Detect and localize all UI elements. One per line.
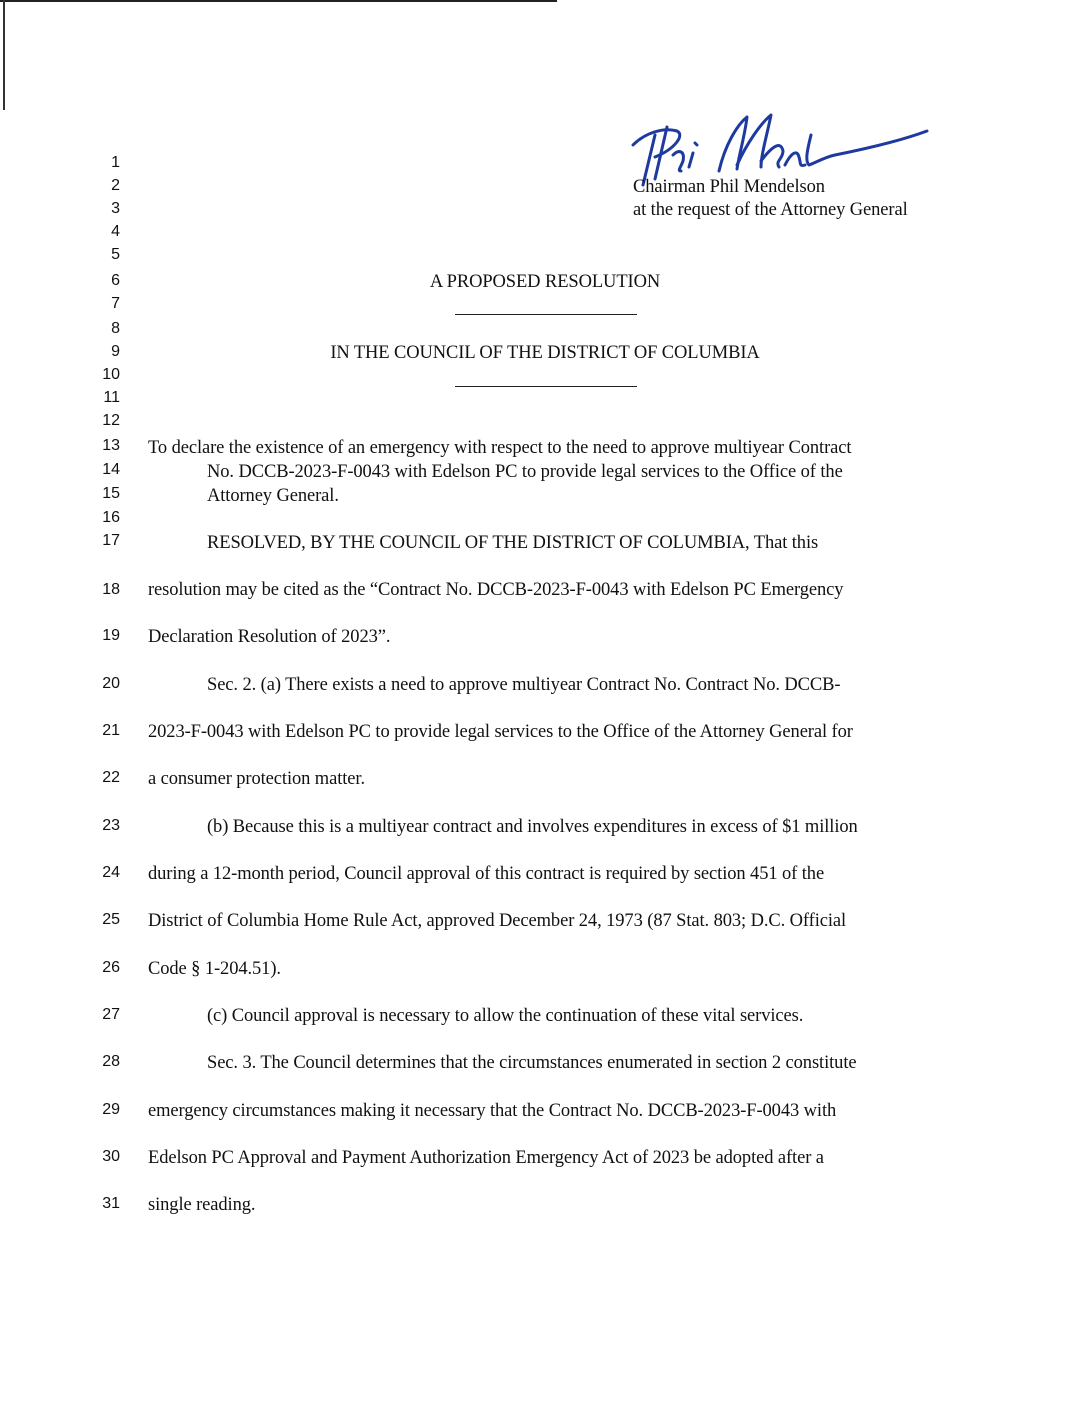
line-number: 27 [102, 1006, 120, 1023]
line-number: 2 [111, 177, 120, 194]
line-number: 22 [102, 769, 120, 786]
body-line: Sec. 2. (a) There exists a need to approve multiyear Contract No. Contract No. DCCB- [207, 675, 841, 695]
line-number: 24 [102, 864, 120, 881]
body-line: District of Columbia Home Rule Act, approved December 24, 1973 (87 Stat. 803; D.C. Official [148, 911, 847, 931]
line-number: 14 [102, 461, 120, 478]
line-number: 12 [102, 412, 120, 429]
line-number: 29 [102, 1101, 120, 1118]
body-line: a consumer protection matter. [148, 769, 365, 789]
line-number: 25 [102, 911, 120, 928]
line-number: 30 [102, 1148, 120, 1165]
line-number: 11 [103, 389, 120, 406]
line-number: 28 [102, 1053, 120, 1070]
line-number: 1 [111, 154, 120, 171]
body-line: (c) Council approval is necessary to allow the continuation of these vital services. [207, 1006, 804, 1026]
scan-artifact-top [0, 0, 557, 2]
line-number: 18 [102, 581, 120, 598]
sponsor-line: Chairman Phil Mendelson [633, 177, 825, 197]
body-line: Code § 1-204.51). [148, 959, 281, 979]
line-number: 21 [102, 722, 120, 739]
line-number: 20 [102, 675, 120, 692]
line-number: 5 [111, 246, 120, 263]
body-line: (b) Because this is a multiyear contract and involves expenditures in excess of $1 million [207, 817, 858, 837]
request-line: at the request of the Attorney General [633, 200, 908, 220]
title-rule-1 [455, 314, 637, 315]
body-line: Edelson PC Approval and Payment Authorization Emergency Act of 2023 be adopted after a [148, 1148, 824, 1168]
body-line: Declaration Resolution of 2023”. [148, 627, 391, 647]
line-number: 7 [111, 295, 120, 312]
line-number: 19 [102, 627, 120, 644]
line-number: 4 [111, 223, 120, 240]
title-rule-2 [455, 386, 637, 387]
purpose-line: To declare the existence of an emergency with respect to the need to approve multiyear Contract [148, 438, 852, 458]
purpose-line: Attorney General. [207, 486, 339, 506]
line-number: 3 [111, 200, 120, 217]
purpose-line: No. DCCB-2023-F-0043 with Edelson PC to provide legal services to the Office of the [207, 462, 843, 482]
line-number: 13 [102, 437, 120, 454]
body-line: resolution may be cited as the “Contract No. DCCB-2023-F-0043 with Edelson PC Emergency [148, 580, 844, 600]
body-line: emergency circumstances making it necessary that the Contract No. DCCB-2023-F-0043 with [148, 1101, 837, 1121]
line-number: 23 [102, 817, 120, 834]
resolution-title: A PROPOSED RESOLUTION [429, 272, 661, 292]
body-line: Sec. 3. The Council determines that the circumstances enumerated in section 2 constitute [207, 1053, 857, 1073]
line-number: 9 [111, 343, 120, 360]
body-line: RESOLVED, BY THE COUNCIL OF THE DISTRICT OF COLUMBIA, That this [207, 533, 819, 553]
scan-artifact-left [3, 0, 5, 110]
line-number: 17 [102, 532, 120, 549]
line-number: 16 [102, 509, 120, 526]
line-number: 8 [111, 320, 120, 337]
line-number: 15 [102, 485, 120, 502]
line-number: 26 [102, 959, 120, 976]
body-line: during a 12-month period, Council approval of this contract is required by section 451 of the [148, 864, 825, 884]
body-line: single reading. [148, 1195, 256, 1215]
body-line: 2023-F-0043 with Edelson PC to provide legal services to the Office of the Attorney General for [148, 722, 853, 742]
line-number: 31 [102, 1195, 120, 1212]
line-number: 6 [111, 272, 120, 289]
council-title: IN THE COUNCIL OF THE DISTRICT OF COLUMBIA [330, 343, 760, 363]
line-number: 10 [102, 366, 120, 383]
